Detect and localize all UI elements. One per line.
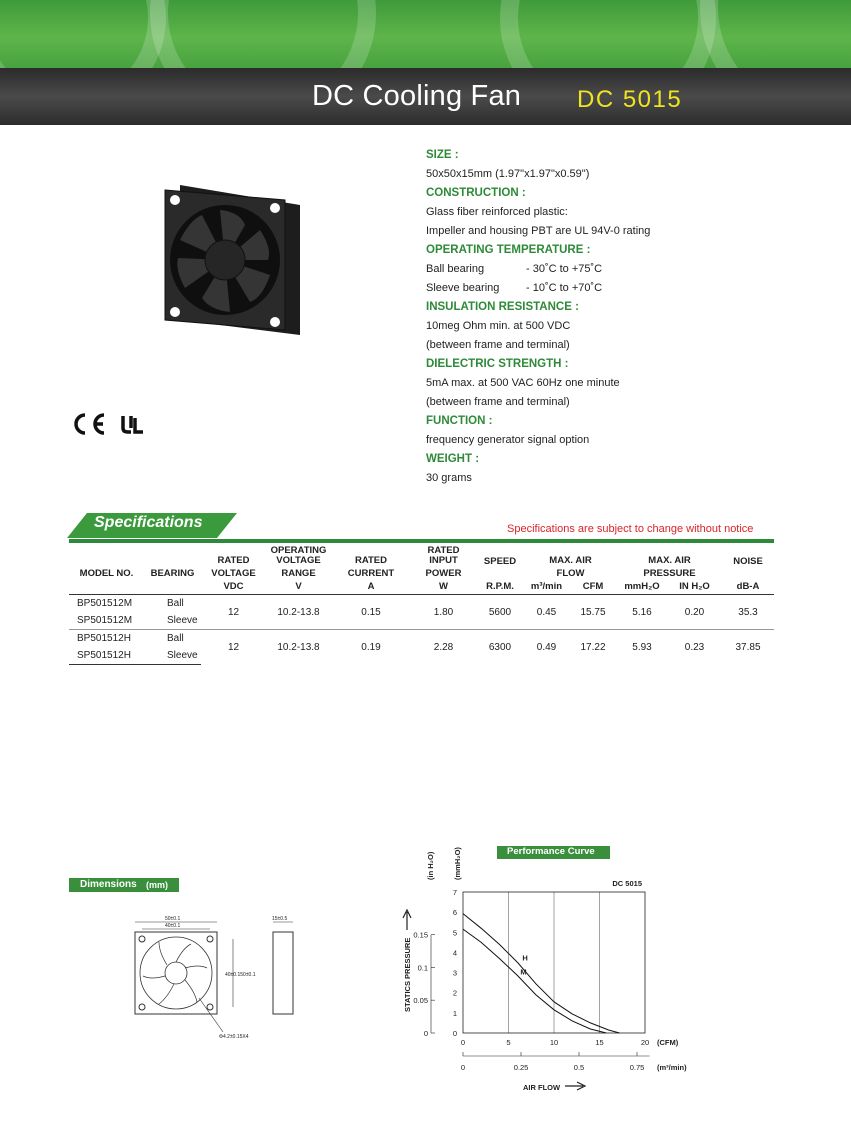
table-cell: Ball (167, 598, 184, 609)
spec-rule (69, 539, 774, 543)
x-tick-label: 20 (640, 1038, 650, 1047)
unit-m3min: m³/min (524, 579, 569, 595)
col-pressure-2: PRESSURE (643, 568, 696, 579)
col-bearing: BEARING (150, 568, 195, 579)
table-cell: 0.23 (667, 630, 722, 665)
table-cell: Sleeve (144, 647, 201, 665)
table-row (69, 595, 774, 613)
col-speed: SPEED (483, 555, 517, 567)
x2-tick-label: 0.25 (513, 1063, 529, 1072)
performance-title: Performance Curve (507, 846, 595, 857)
x2-tick-label: 0 (460, 1063, 466, 1072)
y-tick-label: 7 (452, 888, 457, 897)
x-tick-label: 5 (506, 1038, 511, 1047)
unit-dba: dB-A (722, 579, 774, 595)
col-model: MODEL NO. (79, 568, 134, 579)
series-line-h (463, 914, 620, 1033)
y2-tick-label: 0 (423, 1029, 428, 1038)
spec-value: 30 grams (426, 472, 472, 484)
spec-heading: OPERATING TEMPERATURE : (426, 244, 591, 256)
spec-value: Glass fiber reinforced plastic: (426, 206, 568, 218)
dimension-drawing (125, 910, 305, 1050)
spec-value: (between frame and terminal) (426, 396, 570, 408)
x-tick-label: 0 (460, 1038, 466, 1047)
table-cell: 1.80 (433, 606, 454, 618)
y-axis-arrow-icon (403, 910, 411, 930)
table-row (69, 630, 774, 648)
specifications-title: Specifications (94, 514, 203, 531)
unit-w: W (411, 579, 476, 595)
table-cell: 5.93 (617, 630, 667, 665)
unit-rpm: R.P.M. (476, 579, 524, 595)
col-noise: NOISE (733, 555, 763, 567)
spec-heading: WEIGHT : (426, 453, 480, 465)
table-cell: 6300 (476, 630, 524, 665)
y2-tick-label: 0.15 (413, 930, 428, 940)
table-cell: 10.2-13.8 (277, 606, 320, 618)
x-tick-label: 15 (595, 1038, 604, 1047)
header-banner (0, 0, 851, 68)
spec-table (69, 544, 774, 665)
spec-value: Ball bearing - 30˚C to +75˚C (426, 263, 603, 275)
col-power-1: RATED INPUT (427, 545, 460, 566)
col-power-2: POWER (425, 568, 462, 579)
unit-inh2o: IN H₂O (667, 579, 722, 595)
dimensions-title: Dimensions (80, 879, 137, 890)
y-tick-label: 6 (452, 908, 457, 918)
dim-inner-label: 40±0.1 (165, 923, 181, 929)
x-tick-label: 10 (549, 1038, 559, 1047)
performance-chart (395, 840, 705, 1100)
col-voltage-2: VOLTAGE (211, 568, 256, 579)
y-tick-label: 3 (452, 968, 457, 978)
spec-list (426, 146, 786, 488)
table-cell: 0.15 (361, 606, 381, 618)
x-unit-primary: (CFM) (657, 1038, 679, 1047)
col-current-2: CURRENT (347, 568, 395, 579)
y-axis-label: STATICS PRESSURE (403, 937, 412, 1012)
y-tick-label: 0 (452, 1029, 457, 1038)
table-cell: 17.22 (569, 630, 617, 665)
y2-tick-label: 0.05 (413, 996, 428, 1006)
table-cell: 15.75 (580, 606, 606, 618)
spec-heading: SIZE : (426, 149, 459, 161)
y-tick-label: 2 (452, 988, 457, 998)
spec-value: 10meg Ohm min. at 500 VDC (426, 320, 571, 332)
spec-heading: CONSTRUCTION : (426, 187, 526, 199)
unit-vdc: VDC (201, 579, 266, 595)
table-cell: 0.20 (684, 606, 705, 618)
table-cell: 0.45 (536, 606, 557, 618)
spec-value: frequency generator signal option (426, 434, 590, 446)
table-cell: SP501512M (77, 615, 133, 626)
table-cell: 0.49 (524, 630, 569, 665)
y-tick-label: 5 (452, 928, 457, 938)
table-cell: 0.19 (331, 630, 411, 665)
certification-logos-icon (73, 410, 153, 438)
col-current-1: RATED (354, 555, 388, 566)
dim-holes-label: Φ4.2±0.15X4 (219, 1034, 249, 1040)
col-airflow-1: MAX. AIR (549, 555, 592, 566)
table-cell: 12 (227, 606, 240, 618)
spec-heading: FUNCTION : (426, 415, 493, 427)
fan-photo (160, 180, 305, 340)
unit-v: V (266, 579, 331, 595)
dimensions-unit: (mm) (146, 880, 168, 890)
x-axis-label: AIR FLOW (523, 1083, 561, 1092)
x2-tick-label: 0.5 (573, 1063, 585, 1072)
x-axis-arrow-icon (565, 1082, 585, 1090)
spec-heading: INSULATION RESISTANCE : (426, 301, 579, 313)
table-cell: 10.2-13.8 (266, 630, 331, 665)
unit-cfm: CFM (569, 579, 617, 595)
col-pressure-1: MAX. AIR (648, 555, 691, 566)
spec-notice: Specifications are subject to change without notice (507, 523, 754, 535)
y-tick-label: 4 (452, 948, 457, 958)
spec-value: 50x50x15mm (1.97"x1.97"x0.59") (426, 168, 590, 180)
spec-value: Impeller and housing PBT are UL 94V-0 rating (426, 225, 651, 237)
x-unit-secondary: (m³/min) (657, 1063, 687, 1072)
table-cell: Ball (144, 630, 201, 648)
series-label-m: M (520, 967, 527, 977)
spec-value: (between frame and terminal) (426, 339, 570, 351)
table-cell: SP501512H (69, 647, 144, 665)
x2-tick-label: 0.75 (629, 1063, 645, 1072)
spec-value: 5mA max. at 500 VAC 60Hz one minute (426, 377, 620, 389)
table-cell: Sleeve (167, 615, 198, 626)
model-title: DC 5015 (577, 86, 683, 113)
col-airflow-2: FLOW (556, 568, 585, 579)
y-tick-label: 1 (452, 1008, 457, 1018)
dim-pitch-label: 40±0.150±0.1 (225, 972, 256, 978)
table-cell: BP501512M (77, 598, 133, 609)
series-label-h: H (522, 953, 528, 963)
table-cell: 5.16 (632, 606, 652, 618)
y-unit-secondary: (in H₂O) (426, 851, 435, 880)
col-voltage-1: RATED (217, 555, 250, 566)
table-cell: 35.3 (738, 606, 758, 618)
table-cell: 37.85 (722, 630, 774, 665)
y2-tick-label: 0.1 (417, 963, 428, 973)
table-cell: 2.28 (411, 630, 476, 665)
table-cell: 5600 (488, 606, 512, 618)
dim-outer-label: 50±0.1 (165, 916, 181, 922)
y-unit-primary: (mmH₂O) (453, 847, 462, 880)
col-range-2: RANGE (281, 568, 316, 579)
col-range-1: OPERATING VOLTAGE (270, 545, 327, 566)
spec-heading: DIELECTRIC STRENGTH : (426, 358, 569, 370)
dim-thick-label: 15±0.5 (272, 916, 288, 922)
table-cell: 12 (201, 630, 266, 665)
table-cell: BP501512H (69, 630, 144, 648)
page-title: DC Cooling Fan (312, 80, 522, 112)
unit-mmh2o: mmH₂O (617, 579, 667, 595)
series-line-m (463, 929, 606, 1033)
spec-value: Sleeve bearing - 10˚C to +70˚C (426, 282, 603, 294)
chart-title: DC 5015 (612, 879, 642, 888)
unit-a: A (331, 579, 411, 595)
